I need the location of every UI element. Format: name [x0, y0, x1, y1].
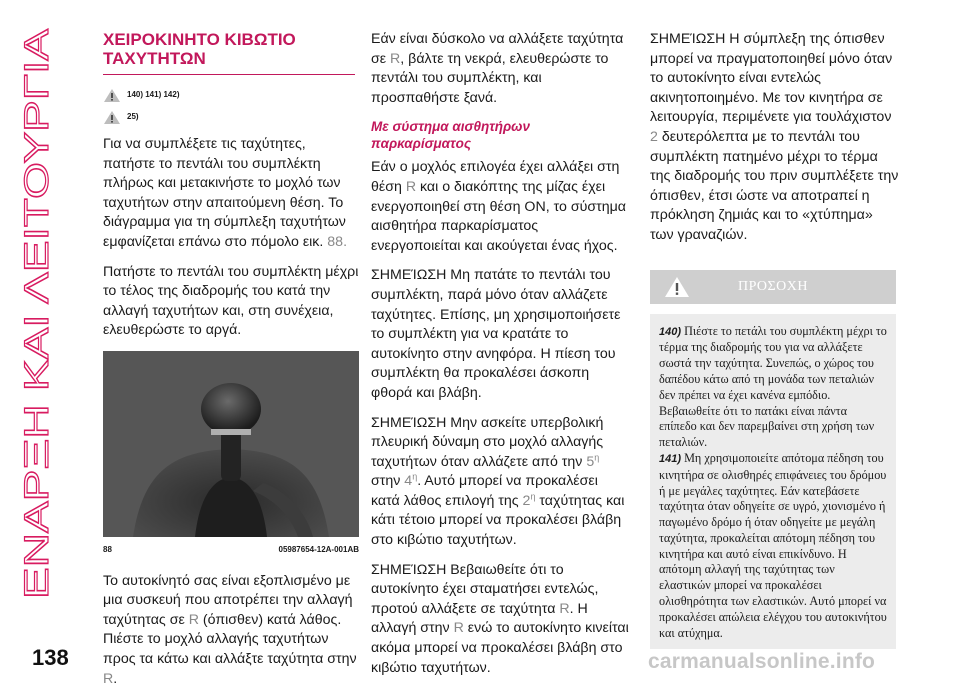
paragraph: Το αυτοκίνητό σας είναι εξοπλισμένο με μια συσκευή που αποτρέπει την αλλαγή ταχύτητας σε R (όπισθεν) κατά λάθος. Πιέστε το μοχλό αλλαγής ταχυτήτων προς τα κάτω και αλλάξτε ταχύτητα στην R. [103, 572, 357, 687]
figure-ref: 88. [327, 233, 348, 250]
gear-shifter-photo [103, 351, 359, 537]
note-paragraph: ΣΗΜΕΊΩΣΗ Η σύμπλεξη της όπισθεν μπορεί να πραγματοποιηθεί μόνο όταν το αυτοκίνητο είναι εντελώς ακινητοποιημένο. Με τον κινητήρα σε λειτουργία, περιμένετε για τουλάχιστον 2 δευτερόλεπτα με το πεντάλι του συμπλέκτη πατημένο μέχρι το τέρμα της διαδρομής του πριν συμπλέξετε την όπισθεν, έτσι ώστε να αποτραπεί η πρόκληση ζημιάς και το «χτύπημα» των γραναζιών. [650, 31, 899, 243]
warning-icon [103, 88, 121, 103]
note-paragraph: ΣΗΜΕΊΩΣΗ Μη πατάτε το πεντάλι του συμπλέκτη, παρά μόνο όταν αλλάζετε ταχύτητες. Επίσης, μη χρησιμοποιήσετε το συμπλέκτη για να κρατάτε το αυτοκίνητο στην ανηφόρα. Η πίεση του συμπλέκτη θα προκαλέσει άσκοπη φθορά και βλάβη. [371, 267, 621, 401]
section-title-line-2: ΤΑΧΥΤΗΤΩΝ [103, 49, 206, 68]
watermark: carmanualsonline.info [648, 650, 876, 673]
caution-box [650, 314, 896, 650]
paragraph: Εάν είναι δύσκολο να αλλάξετε ταχύτητα σε R, βάλτε τη νεκρά, ελευθερώστε το πεντάλι του συμπλέκτη, και προσπαθήστε ξανά. [371, 31, 624, 106]
side-title-text: ΕΝΑΡΞΗ ΚΑΙ ΛΕΙΤΟΥΡΓΙΑ [18, 191, 56, 599]
figure-code: 05987654-12A-001AB [278, 544, 359, 554]
figure-number: 88 [103, 544, 112, 554]
column-3 [650, 30, 900, 649]
side-title-svg [8, 14, 68, 614]
section-side-title [8, 14, 68, 614]
column-1 [103, 30, 361, 699]
caution-triangle-icon [664, 276, 690, 298]
warning-refs-text: 140) 141) 142) [127, 90, 180, 100]
caution-item-141: 141) Μη χρησιμοποιείτε απότομα πέδηση του κινητήρα σε ολισθηρές επιφάνειες του δρόμου ή με μεγάλες ταχύτητες. Εάν κατεβάσετε ταχύτητα όταν οδηγείτε σε υγρό, χιονισμένο ή παγωμένο δρόμο ή όταν οδηγείτε με μεγάλη ταχύτητα, προκαλείται απότομη πέδηση του κινητήρα και αυτό είναι επικίνδυνο. Η απότομη αλλαγή της ταχύτητας των ελαστικών μπορεί να προκαλέσει ολισθηρότητα των ελαστικών. Αυτό μπορεί να προκαλέσει απώλεια ελέγχου του αυτοκινήτου και ατύχημα. [659, 450, 887, 640]
page-number: 138 [32, 645, 69, 670]
figure-caption [103, 540, 359, 560]
caution-title: ΠΡΟΣΟΧΗ [738, 278, 808, 294]
paragraph: Εάν ο μοχλός επιλογέα έχει αλλάξει στη θέση R και ο διακόπτης της μίζας έχει ενεργοποιηθεί στη θέση ON, το σύστημα αισθητήρα παρκαρίσματος ενεργοποιείται και ακούγεται ένας ήχος. [371, 159, 626, 254]
paragraph: Πατήστε το πεντάλι του συμπλέκτη μέχρι το τέλος της διαδρομής του κατά την αλλαγή ταχυτήτων και, στη συνέχεια, ελευθερώστε το αργά. [103, 263, 359, 339]
warning-refs-row-2 [103, 109, 361, 125]
section-title-line-1: ΧΕΙΡΟΚΙΝΗΤΟ ΚΙΒΩΤΙΟ [103, 30, 296, 49]
subsection-title: Με σύστημα αισθητήρων παρκαρίσματος [371, 119, 530, 152]
caution-item-140: 140) Πιέστε το πετάλι του συμπλέκτη μέχρι το τέρμα της διαδρομής του για να αλλάξετε σωστά την ταχύτητα. Συνεπώς, ο χώρος του δαπέδου κάτω από τη μονάδα των πεταλιών δεν πρέπει να έχει κανένα εμπόδιο. Βεβαιωθείτε ότι το πατάκι είναι πάντα επίπεδο και δεν παρεμβαίνει στη χρήση των πεταλιών. [659, 323, 887, 450]
note-paragraph: ΣΗΜΕΊΩΣΗ Βεβαιωθείτε ότι το αυτοκίνητο έχει σταματήσει εντελώς, προτού αλλάξετε σε ταχύτητα R. Η αλλαγή στην R ενώ το αυτοκίνητο κινείται ακόμα μπορεί να προκαλέσει βλάβη στο κιβώτιο ταχυτήτων. [371, 561, 629, 676]
warning-refs-row-1 [103, 87, 361, 103]
caution-header [650, 270, 896, 304]
gear-shifter-icon [103, 351, 359, 537]
paragraph: Για να συμπλέξετε τις ταχύτητες, πατήστε το πεντάλι του συμπλέκτη πλήρως και μετακινήστε το μοχλό των ταχυτήτων στην απαιτούμενη θέση. Το διάγραμμα για τη σύμπλεξη ταχυτήτων εμφανίζεται επάνω στο πόμολο εικ. 88. [103, 136, 348, 250]
column-2 [371, 30, 629, 688]
note-paragraph: ΣΗΜΕΊΩΣΗ Μην ασκείτε υπερβολική πλευρική δύναμη στο μοχλό αλλαγής ταχυτήτων όταν αλλάζετε από την 5$^\eta$ στην 4$^\eta$. Αυτό μπορεί να προκαλέσει κατά λάθος επιλογή της 2$^\eta$ ταχύτητας και κάτι τέτοιο μπορεί να προκαλέσει βλάβη στο κιβώτιο ταχυτήτων. [371, 414, 625, 549]
section-title [103, 30, 355, 75]
caution-icon [103, 110, 121, 125]
caution-refs-text: 25) [127, 112, 139, 122]
